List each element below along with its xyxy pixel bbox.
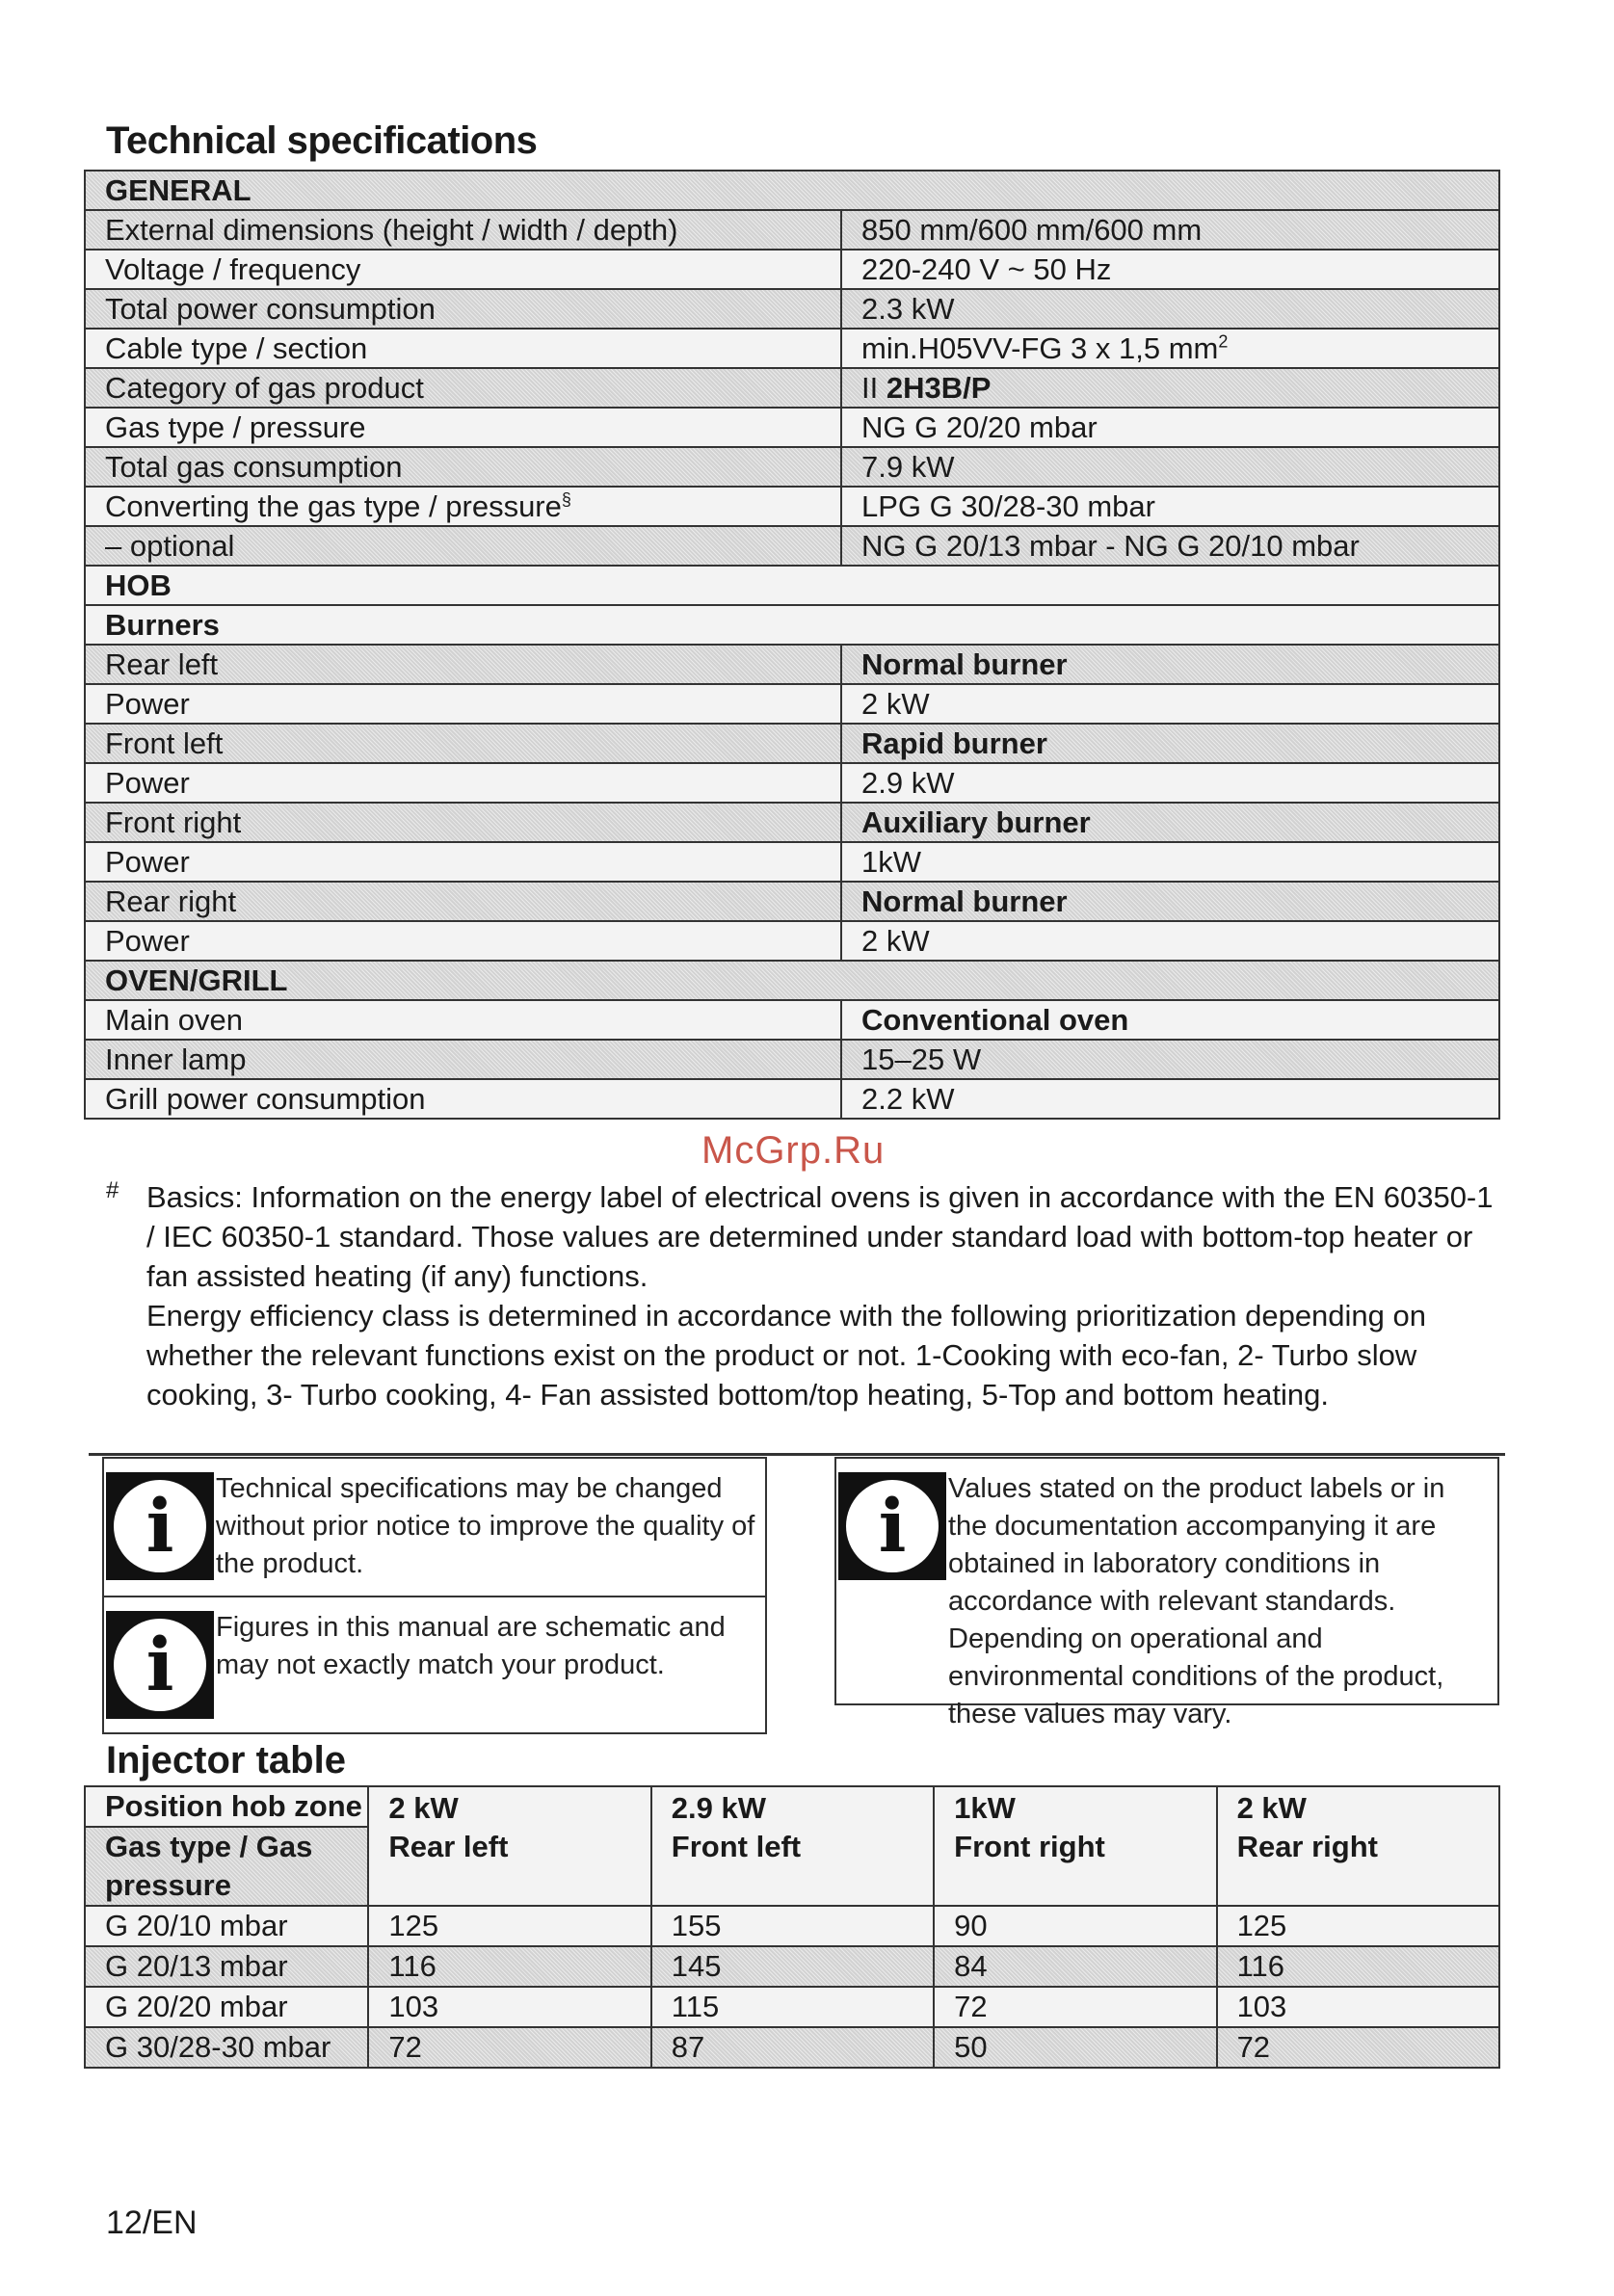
spec-label: Power <box>85 842 841 882</box>
injector-cell: 155 <box>651 1906 934 1946</box>
table-row <box>85 724 1499 763</box>
table-row <box>85 289 1499 329</box>
spec-value: 220-240 V ~ 50 Hz <box>841 250 1499 289</box>
spec-value: Rapid burner <box>841 724 1499 763</box>
spec-label: Grill power consumption <box>85 1079 841 1119</box>
section-general <box>85 171 1499 210</box>
spec-value <box>841 329 1499 368</box>
spec-value: Conventional oven <box>841 1000 1499 1040</box>
table-row <box>85 329 1499 368</box>
spec-label: – optional <box>85 526 841 566</box>
info-icon <box>106 1472 214 1580</box>
spec-label: Inner lamp <box>85 1040 841 1079</box>
table-row <box>85 645 1499 684</box>
column-zone: Rear right <box>1236 1830 1378 1863</box>
injector-cell: 116 <box>368 1946 650 1987</box>
gas-type-cell: G 20/20 mbar <box>85 1987 368 2027</box>
table-row <box>85 2027 1499 2068</box>
superscript: 2 <box>1218 331 1229 352</box>
column-zone: Front right <box>954 1830 1105 1863</box>
info-box-left <box>102 1457 767 1734</box>
table-row <box>85 1946 1499 1987</box>
injector-cell: 72 <box>368 2027 650 2068</box>
table-row <box>85 882 1499 921</box>
page-number: 12/EN <box>106 2204 198 2241</box>
info-icon <box>106 1611 214 1719</box>
gas-type-cell: G 20/10 mbar <box>85 1906 368 1946</box>
info-icon <box>838 1472 946 1580</box>
injector-cell: 115 <box>651 1987 934 2027</box>
spec-label: Power <box>85 921 841 961</box>
table-row <box>85 1000 1499 1040</box>
spec-label: Front right <box>85 803 841 842</box>
injector-cell: 90 <box>934 1906 1216 1946</box>
spec-label: Main oven <box>85 1000 841 1040</box>
spec-label <box>85 487 841 526</box>
table-row <box>85 526 1499 566</box>
injector-cell: 87 <box>651 2027 934 2068</box>
spec-value: LPG G 30/28-30 mbar <box>841 487 1499 526</box>
column-power: 2.9 kW <box>671 1791 766 1825</box>
injector-cell: 125 <box>368 1906 650 1946</box>
spec-value: 850 mm/600 mm/600 mm <box>841 210 1499 250</box>
divider <box>104 1596 765 1597</box>
column-zone: Rear left <box>388 1830 509 1863</box>
injector-cell: 50 <box>934 2027 1216 2068</box>
spec-value: 2.2 kW <box>841 1079 1499 1119</box>
spec-label: External dimensions (height / width / depth) <box>85 210 841 250</box>
corner-header <box>85 1786 368 1906</box>
info-note-text: Values stated on the product labels or in the documentation accompanying it are obtained in laboratory conditions in accordance with relevant standards. Depending on operational and environmental conditions of the product, these values may vary. <box>948 1473 1445 1729</box>
injector-cell: 125 <box>1217 1906 1499 1946</box>
injector-cell: 84 <box>934 1946 1216 1987</box>
table-row <box>85 210 1499 250</box>
spec-value: 1kW <box>841 842 1499 882</box>
category-prefix: II <box>861 370 886 405</box>
injector-cell: 72 <box>934 1987 1216 2027</box>
spec-value: Auxiliary burner <box>841 803 1499 842</box>
column-power: 2 kW <box>388 1791 459 1825</box>
spec-value: 2 kW <box>841 921 1499 961</box>
column-zone: Front left <box>671 1830 802 1863</box>
column-header <box>368 1786 650 1906</box>
table-row <box>85 408 1499 447</box>
table-row <box>85 763 1499 803</box>
info-glyph: i <box>146 1622 174 1707</box>
corner-bottom: Gas type / Gas pressure <box>86 1828 367 1905</box>
watermark: McGrp.Ru <box>701 1129 886 1172</box>
corner-top: Position hob zone <box>86 1787 367 1828</box>
table-row <box>85 1040 1499 1079</box>
spec-value: NG G 20/20 mbar <box>841 408 1499 447</box>
info-box-right <box>834 1457 1499 1729</box>
spec-label: Gas type / pressure <box>85 408 841 447</box>
category-value: 2H3B/P <box>886 370 992 405</box>
injector-table-title: Injector table <box>106 1739 346 1781</box>
spec-value: 2 kW <box>841 684 1499 724</box>
spec-label: Category of gas product <box>85 368 841 408</box>
injector-cell: 116 <box>1217 1946 1499 1987</box>
table-row <box>85 842 1499 882</box>
spec-value: Normal burner <box>841 645 1499 684</box>
spec-value: 2.3 kW <box>841 289 1499 329</box>
spec-value: 15–25 W <box>841 1040 1499 1079</box>
specifications-table <box>84 170 1500 1120</box>
injector-table <box>84 1785 1500 2069</box>
section-header: OVEN/GRILL <box>85 961 1499 1000</box>
section-burners <box>85 605 1499 645</box>
footnote-mark: # <box>106 1177 119 1203</box>
spec-label: Power <box>85 684 841 724</box>
info-glyph: i <box>878 1483 907 1569</box>
section-oven-grill <box>85 961 1499 1000</box>
column-power: 1kW <box>954 1791 1016 1825</box>
section-header: HOB <box>85 566 1499 605</box>
spec-value <box>841 368 1499 408</box>
spec-label: Power <box>85 763 841 803</box>
table-row <box>85 1906 1499 1946</box>
spec-label: Rear right <box>85 882 841 921</box>
info-note-text: Technical specifications may be changed without prior notice to improve the quality of the product. <box>216 1473 755 1579</box>
spec-value: 2.9 kW <box>841 763 1499 803</box>
page-title: Technical specifications <box>106 119 538 162</box>
table-row <box>85 1987 1499 2027</box>
table-row <box>85 684 1499 724</box>
table-row <box>85 368 1499 408</box>
table-row <box>85 1079 1499 1119</box>
injector-cell: 145 <box>651 1946 934 1987</box>
cable-value: min.H05VV-FG 3 x 1,5 mm <box>861 330 1219 365</box>
column-power: 2 kW <box>1236 1791 1307 1825</box>
spec-label: Total power consumption <box>85 289 841 329</box>
spec-label: Rear left <box>85 645 841 684</box>
table-row <box>85 921 1499 961</box>
injector-cell: 103 <box>368 1987 650 2027</box>
column-header <box>934 1786 1216 1906</box>
footnote-paragraph: Energy efficiency class is determined in accordance with the following prioritization depending on whether the relevant functions exist on the product or not. 1-Cooking with eco-fan, 2- Turbo slow cooking, 3- Turbo cooking, 4- Fan assisted bottom/top heating, 5-Top and bottom heating. <box>146 1299 1427 1412</box>
spec-label: Voltage / frequency <box>85 250 841 289</box>
table-row <box>85 250 1499 289</box>
footnote-paragraph: Basics: Information on the energy label of electrical ovens is given in accordance with the EN 60350-1 / IEC 60350-1 standard. Those values are determined under standard load with bottom-top heater or fan assisted heating (if any) functions. <box>146 1180 1494 1293</box>
spec-label: Front left <box>85 724 841 763</box>
gas-type-cell: G 20/13 mbar <box>85 1946 368 1987</box>
column-header <box>651 1786 934 1906</box>
gas-type-cell: G 30/28-30 mbar <box>85 2027 368 2068</box>
spec-value: Normal burner <box>841 882 1499 921</box>
injector-header-row <box>85 1786 1499 1906</box>
spec-value: 7.9 kW <box>841 447 1499 487</box>
section-header: GENERAL <box>85 171 1499 210</box>
table-row <box>85 487 1499 526</box>
injector-cell: 72 <box>1217 2027 1499 2068</box>
spec-label: Total gas consumption <box>85 447 841 487</box>
info-glyph: i <box>146 1483 174 1569</box>
table-row <box>85 447 1499 487</box>
converting-label: Converting the gas type / pressure <box>105 488 562 523</box>
info-note-text: Figures in this manual are schematic and may not exactly match your product. <box>216 1612 726 1680</box>
footnote <box>146 1177 1495 1414</box>
divider <box>89 1453 1505 1456</box>
injector-cell: 103 <box>1217 1987 1499 2027</box>
table-row <box>85 803 1499 842</box>
superscript: § <box>561 489 571 510</box>
column-header <box>1217 1786 1499 1906</box>
spec-label: Cable type / section <box>85 329 841 368</box>
spec-value: NG G 20/13 mbar - NG G 20/10 mbar <box>841 526 1499 566</box>
section-hob <box>85 566 1499 605</box>
section-header: Burners <box>85 605 1499 645</box>
